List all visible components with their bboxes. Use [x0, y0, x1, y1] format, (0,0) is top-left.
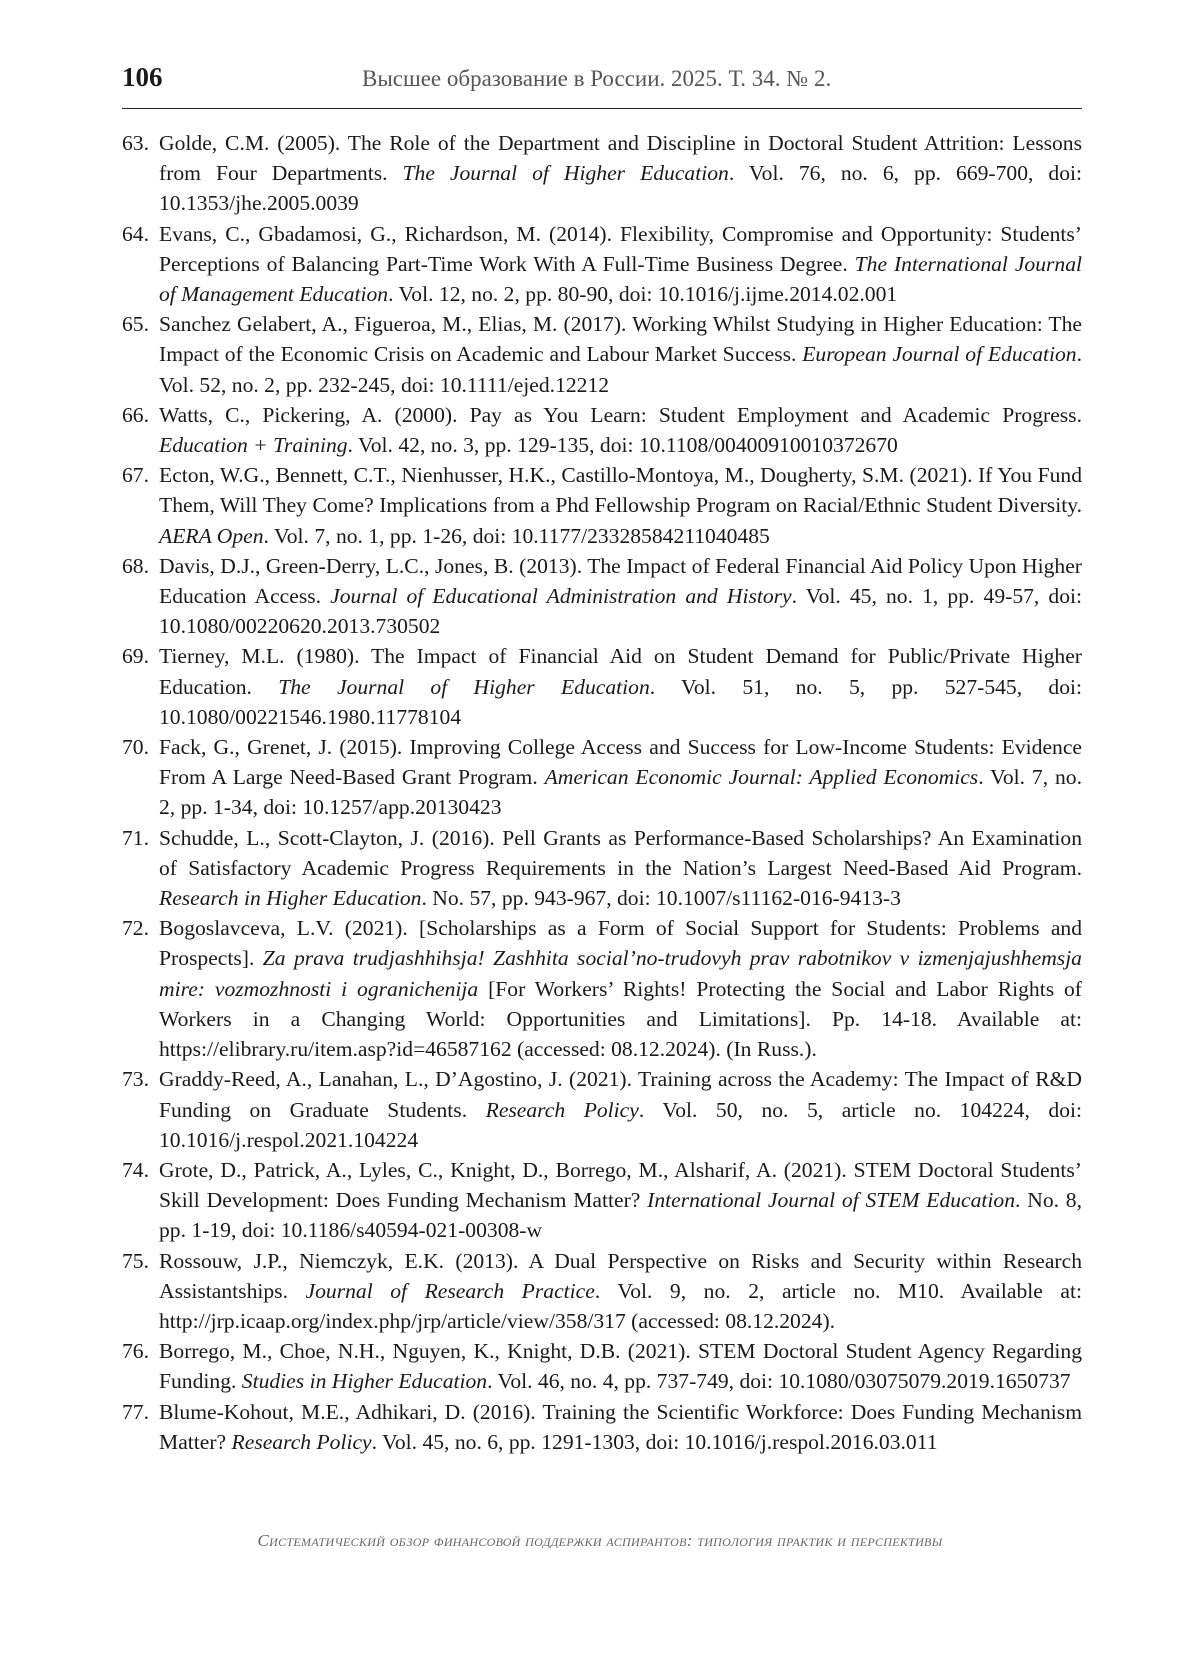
reference-text: Grote, D., Patrick, A., Lyles, C., Knight, D., Borrego, M., Alsharif, A. (2021). STEM Doctoral Students’ Skill Development: Does Funding Mechanism Matter? — [159, 1157, 1082, 1213]
reference-text: Blume-Kohout, M.E., Adhikari, D. (2016). Training the Scientific Workforce: Does Funding Mechanism Matter? — [159, 1399, 1082, 1454]
reference-source: The Journal of Higher Education — [278, 674, 650, 699]
reference-item — [122, 551, 1082, 642]
reference-item — [122, 1064, 1082, 1155]
reference-number: 73. — [122, 1067, 149, 1092]
reference-source: Journal of Educational Administration and History — [330, 584, 792, 609]
reference-details: [For Workers’ Rights! Protecting the Social and Labor Rights of Workers in a Changing World: Opportunities and Limitations]. Pp. 14-18. Available at: https://elibrary.ru/item.asp?id=46587162 (accessed: 08.12.2024). (In Russ.). — [159, 976, 1082, 1062]
reference-item — [122, 913, 1082, 1064]
reference-source: Education + Training — [159, 433, 348, 458]
reference-source: Research in Higher Education — [159, 886, 422, 911]
reference-text: Tierney, M.L. (1980). The Impact of Financial Aid on Student Demand for Public/Private Higher Education. — [159, 644, 1082, 699]
reference-details: . Vol. 12, no. 2, pp. 80-90, doi: 10.1016/j.ijme.2014.02.001 — [388, 282, 898, 307]
reference-number: 75. — [122, 1248, 149, 1273]
reference-number: 71. — [122, 825, 149, 850]
reference-item — [122, 641, 1082, 732]
reference-item — [122, 1397, 1082, 1457]
reference-number: 67. — [122, 463, 149, 488]
reference-text: Graddy-Reed, A., Lanahan, L., D’Agostino, J. (2021). Training across the Academy: The Impact of R&D Funding on Graduate Students. — [159, 1067, 1082, 1122]
reference-text: Fack, G., Grenet, J. (2015). Improving College Access and Success for Low-Income Students: Evidence From A Large Need-Based Grant Program. — [159, 735, 1082, 790]
reference-list — [122, 128, 1082, 1457]
page-header — [122, 60, 1082, 109]
reference-details: . Vol. 45, no. 6, pp. 1291-1303, doi: 10.1016/j.respol.2016.03.011 — [371, 1429, 938, 1454]
reference-item — [122, 1246, 1082, 1337]
reference-item — [122, 732, 1082, 823]
reference-source: International Journal of STEM Education — [647, 1188, 1016, 1213]
reference-text: Watts, C., Pickering, A. (2000). Pay as You Learn: Student Employment and Academic Progress. — [159, 402, 1082, 427]
reference-number: 77. — [122, 1399, 149, 1424]
reference-source: The Journal of Higher Education — [402, 161, 729, 186]
reference-details: . Vol. 76, no. 6, pp. 669-700, doi: 10.1353/jhe.2005.0039 — [159, 161, 1082, 216]
reference-number: 63. — [122, 131, 149, 155]
reference-source: AERA Open — [159, 523, 264, 548]
reference-number: 66. — [122, 402, 149, 427]
reference-item — [122, 823, 1082, 914]
reference-source: Research Policy — [231, 1429, 372, 1454]
reference-source: Research Policy — [485, 1097, 639, 1122]
reference-number: 64. — [122, 221, 149, 246]
journal-running-title: Высшее образование в России. 2025. Т. 34. № 2. — [362, 66, 832, 91]
reference-details: . Vol. 51, no. 5, pp. 527-545, doi: 10.1080/00221546.1980.11778104 — [159, 674, 1083, 729]
reference-text: Ecton, W.G., Bennett, C.T., Nienhusser, H.K., Castillo-Montoya, M., Dougherty, S.M. (2021). If You Fund Them, Will They Come? Implications from a Phd Fellowship Program on Racial/Ethnic Student Diversity. — [159, 463, 1082, 518]
reference-number: 72. — [122, 916, 149, 941]
reference-text: Evans, C., Gbadamosi, G., Richardson, M. (2014). Flexibility, Compromise and Opportunity: Students’ Perceptions of Balancing Part-Time Work With A Full-Time Business Degree. — [159, 221, 1082, 276]
page-footer-article-title: Систематический обзор финансовой поддержки аспирантов: типология практик и перспективы — [257, 1531, 943, 1550]
reference-item — [122, 460, 1082, 551]
reference-details: . No. 8, pp. 1-19, doi: 10.1186/s40594-021-00308-w — [159, 1188, 1083, 1243]
reference-item — [122, 1336, 1082, 1396]
reference-text: Sanchez Gelabert, A., Figueroa, M., Elias, M. (2017). Working Whilst Studying in Higher Education: The Impact of the Economic Crisis on Academic and Labour Market Success. — [159, 312, 1082, 367]
reference-source: Studies in Higher Education — [241, 1369, 488, 1394]
reference-source: Journal of Research Practice — [305, 1278, 595, 1303]
reference-details: . Vol. 42, no. 3, pp. 129-135, doi: 10.1108/00400910010372670 — [347, 433, 898, 458]
reference-text: Schudde, L., Scott-Clayton, J. (2016). Pell Grants as Performance-Based Scholarships? An Examination of Satisfactory Academic Progress Requirements in the Nation’s Largest Need-Based Aid Program. — [159, 825, 1082, 880]
reference-source: American Economic Journal: Applied Economics — [544, 765, 979, 790]
reference-source: The International Journal of Management Education — [159, 251, 1082, 307]
reference-text: Borrego, M., Choe, N.H., Nguyen, K., Knight, D.B. (2021). STEM Doctoral Student Agency Regarding Funding. — [159, 1339, 1082, 1394]
reference-number: 74. — [122, 1157, 149, 1182]
reference-number: 68. — [122, 553, 149, 578]
reference-number: 65. — [122, 312, 149, 337]
reference-item — [122, 128, 1082, 219]
reference-details: . Vol. 7, no. 1, pp. 1-26, doi: 10.1177/23328584211040485 — [263, 523, 770, 548]
page-number: 106 — [122, 62, 163, 92]
reference-text: Rossouw, J.P., Niemczyk, E.K. (2013). A Dual Perspective on Risks and Security within Research Assistantships. — [159, 1248, 1082, 1303]
reference-text: Golde, C.M. (2005). The Role of the Department and Discipline in Doctoral Student Attrition: Lessons from Four Departments. — [159, 131, 1082, 186]
reference-number: 76. — [122, 1339, 149, 1364]
reference-source: Za prava trudjashhihsja! Zashhita social’no-trudovyh prav rabotnikov v izmenjajushhemsja mire: vozmozhnosti i ogranichenija — [159, 946, 1082, 1001]
reference-source: European Journal of Education — [802, 342, 1077, 367]
reference-number: 69. — [122, 644, 149, 669]
reference-item — [122, 309, 1082, 400]
reference-text: Davis, D.J., Green-Derry, L.C., Jones, B. (2013). The Impact of Federal Financial Aid Policy Upon Higher Education Access. — [159, 553, 1082, 609]
reference-details: . No. 57, pp. 943-967, doi: 10.1007/s11162-016-9413-3 — [421, 886, 901, 911]
reference-item — [122, 1155, 1082, 1246]
reference-details: . Vol. 9, no. 2, article no. M10. Available at: http://jrp.icaap.org/index.php/jrp/article/view/358/317 (accessed: 08.12.2024). — [159, 1278, 1082, 1333]
reference-details: . Vol. 46, no. 4, pp. 737-749, doi: 10.1080/03075079.2019.1650737 — [487, 1369, 1071, 1394]
reference-item — [122, 400, 1082, 460]
reference-text: Bogoslavceva, L.V. (2021). [Scholarships as a Form of Social Support for Students: Problems and Prospects]. — [159, 916, 1082, 971]
reference-number: 70. — [122, 735, 149, 760]
reference-details: . Vol. 7, no. 2, pp. 1-34, doi: 10.1257/app.20130423 — [159, 765, 1082, 820]
reference-item — [122, 219, 1082, 310]
reference-details: . Vol. 52, no. 2, pp. 232-245, doi: 10.1111/ejed.12212 — [159, 342, 1082, 397]
reference-details: . Vol. 50, no. 5, article no. 104224, doi: 10.1016/j.respol.2021.104224 — [159, 1097, 1082, 1152]
reference-details: . Vol. 45, no. 1, pp. 49-57, doi: 10.1080/00220620.2013.730502 — [159, 584, 1083, 639]
